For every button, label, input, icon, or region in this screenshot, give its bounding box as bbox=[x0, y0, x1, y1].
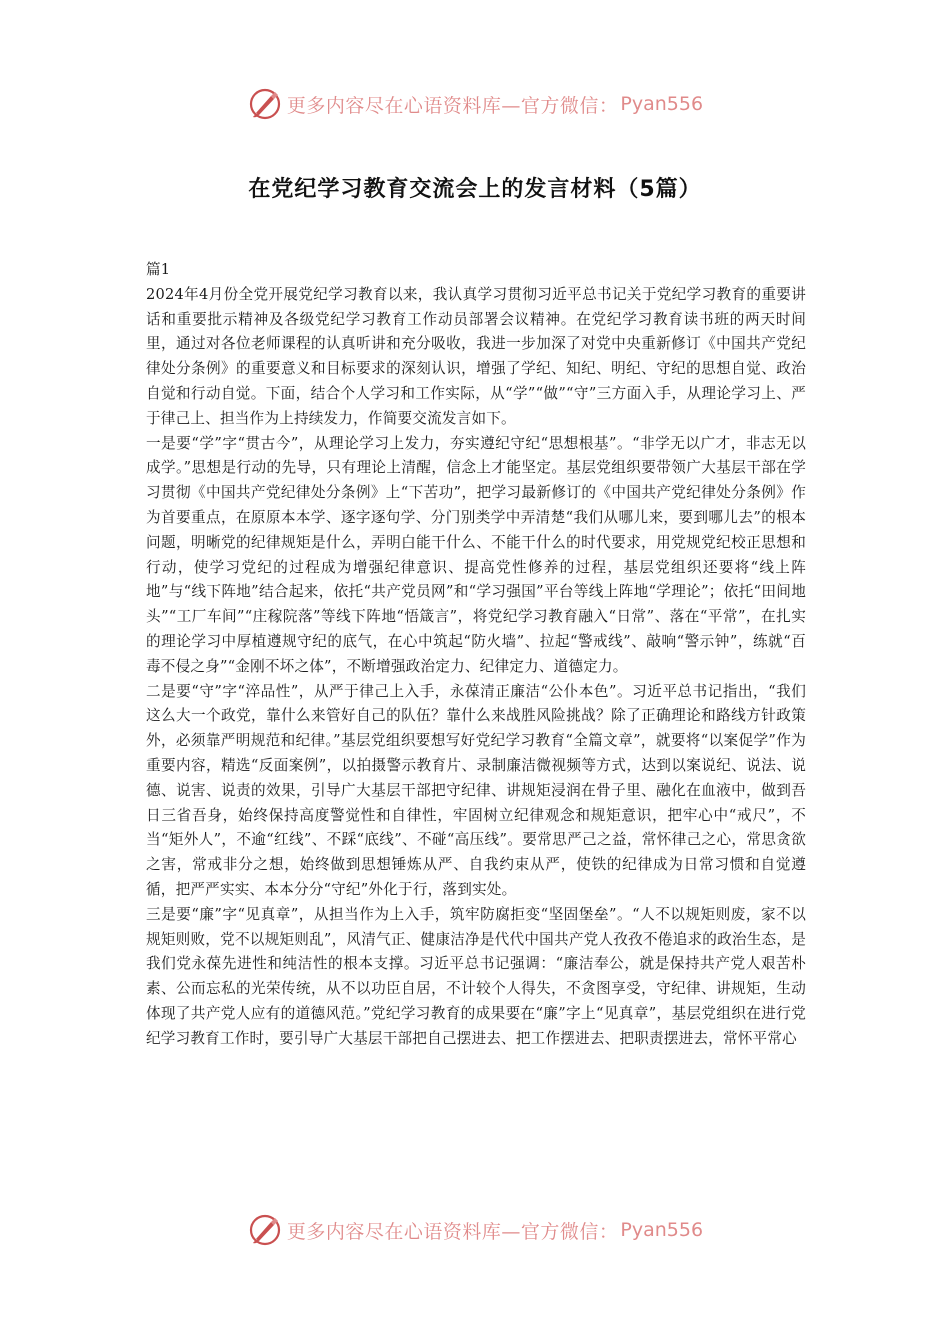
body-paragraph-integrity: 三是要“廉”字“见真章”，从担当作为上入手，筑牢防腐拒变“坚固堡垒”。“人不以规矩则废，家不以规矩则败，党不以规矩则乱”，风清气正、健康洁净是代代中国共产党人孜孜不倦追求的政治生态，是我们党永葆先进性和纯洁性的根本支撑。习近平总书记强调：“廉洁奉公，就是保持共产党人艰苦朴素、公而忘私的光荣传统，从不以功臣自居，不计较个人得失，不贪图享受，守纪律、讲规矩，生动体现了共产党人应有的道德风范。”党纪学习教育的成果要在“廉”字上“见真章”，基层党组织在进行党纪学习教育工作时，要引导广大基层干部把自己摆进去、把工作摆进去、把职责摆进去，常怀平常心 bbox=[146, 905, 806, 1047]
header-watermark-banner bbox=[0, 84, 950, 124]
document-title: 在党纪学习教育交流会上的发言材料（5篇） bbox=[248, 177, 702, 202]
section-heading: 篇1 bbox=[146, 261, 171, 278]
watermark-group bbox=[247, 86, 703, 122]
body-paragraph-study: 一是要“学”字“贯古今”，从理论学习上发力，夯实遵纪守纪“思想根基”。“非学无以广才，非志无以成学。”思想是行动的先导，只有理论上清醒，信念上才能坚定。基层党组织要带领广大基层干部在学习贯彻《中国共产党纪律处分条例》上“下苦功”，把学习最新修订的《中国共产党纪律处分条例》作为首要重点，在原原本本学、逐字逐句学、分门别类学中弄清楚“我们从哪儿来，要到哪儿去”的根本问题，明晰党的纪律规矩是什么，弄明白能干什么、不能干什么的时代要求，用党规党纪校正思想和行动，使学习党纪的过程成为增强纪律意识、提高党性修养的过程，基层党组织还要将“线上阵地”与“线下阵地”结合起来，依托“共产党员网”和“学习强国”平台等线上阵地“学理论”；依托“田间地头”“工厂车间”“庄稼院落”等线下阵地“悟箴言”，将党纪学习教育融入“日常”、落在“平常”，在扎实的理论学习中厚植遵规守纪的底气，在心中筑起“防火墙”、拉起“警戒线”、敲响“警示钟”，练就“百毒不侵之身”“金刚不坏之体”，不断增强政治定力、纪律定力、道德定力。 bbox=[146, 434, 806, 675]
document-body bbox=[146, 258, 806, 1052]
watermark-group bbox=[247, 1212, 703, 1248]
body-paragraph-intro: 2024年4月份全党开展党纪学习教育以来，我认真学习贯彻习近平总书记关于党纪学习教育的重要讲话和重要批示精神及各级党纪学习教育工作动员部署会议精神。在党纪学习教育读书班的两天时间里，通过对各位老师课程的认真听讲和充分吸收，我进一步加深了对党中央重新修订《中国共产党纪律处分条例》的重要意义和目标要求的深刻认识，增强了学纪、知纪、明纪、守纪的思想自觉、政治自觉和行动自觉。下面，结合个人学习和工作实际，从“学”“做”“守”三方面入手，从理论学习上、严于律己上、担当作为上持续发力，作简要交流发言如下。 bbox=[146, 285, 806, 427]
brush-pen-logo-icon bbox=[247, 86, 283, 122]
body-paragraph-discipline: 二是要“守”字“淬品性”，从严于律己上入手，永葆清正廉洁“公仆本色”。习近平总书记指出，“我们这么大一个政党，靠什么来管好自己的队伍？靠什么来战胜风险挑战？除了正确理论和路线方针政策外，必须靠严明规范和纪律。”基层党组织要想写好党纪学习教育“全篇文章”，就要将“以案促学”作为重要内容，精选“反面案例”，以拍摄警示教育片、录制廉洁微视频等方式，达到以案说纪、说法、说德、说害、说责的效果，引导广大基层干部把守纪律、讲规矩浸润在骨子里、融化在血液中，做到吾日三省吾身，始终保持高度警觉性和自律性，牢固树立纪律观念和规矩意识，把牢心中“戒尺”，不当“矩外人”，不逾“红线”、不踩“底线”、不碰“高压线”。要常思严己之益，常怀律己之心，常思贪欲之害，常戒非分之想，始终做到思想锤炼从严、自我约束从严，使铁的纪律成为日常习惯和自觉遵循，把严严实实、本本分分“守纪”外化于行，落到实处。 bbox=[146, 682, 806, 898]
footer-watermark-banner bbox=[0, 1210, 950, 1250]
watermark-wechat-id: Pyan556 bbox=[620, 93, 704, 115]
brush-pen-logo-icon bbox=[247, 1212, 283, 1248]
watermark-wechat-id: Pyan556 bbox=[620, 1219, 704, 1241]
watermark-text: 更多内容尽在心语资料库—官方微信： bbox=[286, 1220, 619, 1243]
watermark-text: 更多内容尽在心语资料库—官方微信： bbox=[286, 94, 619, 117]
